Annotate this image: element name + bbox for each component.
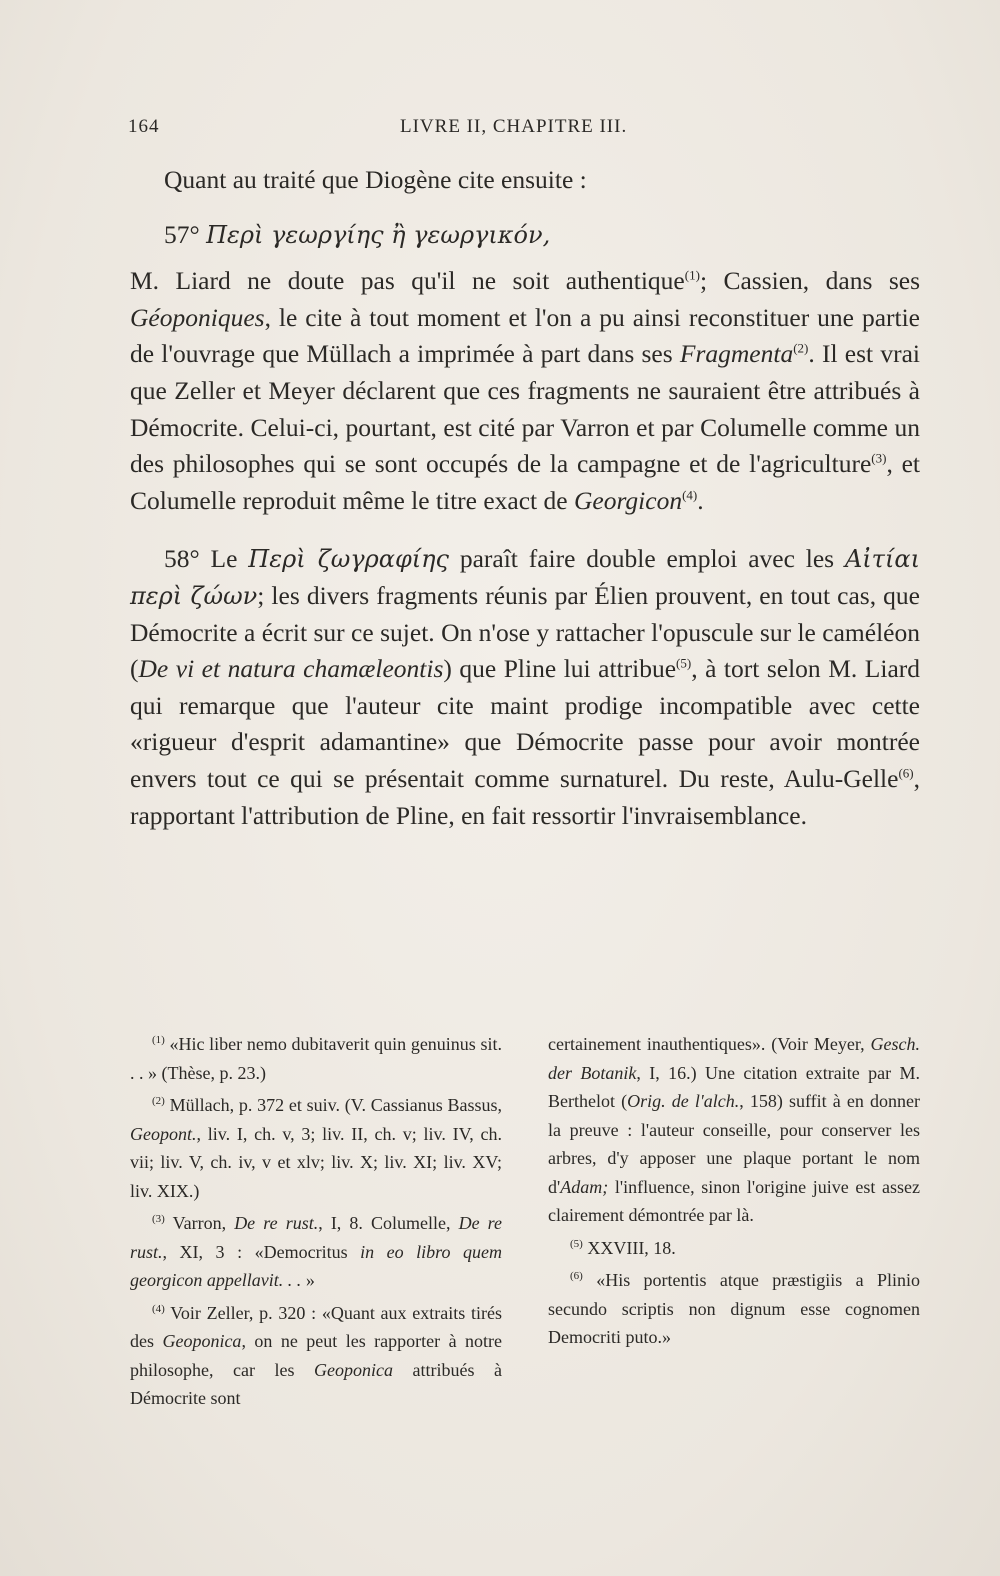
note-ref: (4) <box>682 487 698 503</box>
running-title: LIVRE II, CHAPITRE III. <box>400 116 628 137</box>
entry-heading-57 <box>130 217 920 254</box>
note-ref: (6) <box>898 765 914 781</box>
entry-number: 58° <box>164 544 200 574</box>
footnote-5: $^{(5)}$ XXVIII, 18. <box>570 1237 676 1258</box>
footnote-3: $^{(3)}$ Varron, De re rust., I, 8. Columelle, De re rust., XI, 3 : «Democritus in eo libro quem georgicon appellavit. . . » <box>130 1213 503 1290</box>
greek-title: Περὶ ζωγραφίης <box>248 545 449 574</box>
greek-title: Αἰτίαι περὶ ζώων <box>130 545 920 610</box>
paragraph-58: 58° Le Περὶ ζωγραφίης paraît faire double emploi avec les Αἰτίαι περὶ ζώων; les divers fragments réunis par Élien prouvent, en tout cas, que Démocrite a écrit sur ce sujet. On n'ose y rattacher l'opuscule sur le caméléon (De vi et natura chamæleontis) que Pline lui attribue$^{(5)}$, à tort selon M. Liard qui remarque que l'auteur cite maint prodige incompatible avec cette «rigueur d'esprit adamantine» que Démocrite passe pour avoir montrée envers tout ce qui se présentait comme surnaturel. Du reste, Aulu-Gelle$^{(6)}$, rapportant l'attribution de Pline, en fait ressortir l'invraisemblance. <box>130 544 921 830</box>
note-ref: (1) <box>684 267 700 283</box>
footnotes <box>130 1030 920 1417</box>
footnote-2: $^{(2)}$ Müllach, p. 372 et suiv. (V. Cassianus Bassus, Geopont., liv. I, ch. v, 3; liv. II, ch. v; liv. IV, ch. vii; liv. V, ch. iv, v et xlv; liv. X; liv. XI; liv. XV; liv. XIX.) <box>130 1095 502 1201</box>
note-ref: (2) <box>793 340 809 356</box>
footnote-4-continued: certainement inauthentiques». (Voir Meyer, Gesch. der Botanik, I, 16.) Une citation extraite par M. Berthelot (Orig. de l'alch., 158) suffit à en donner la preuve : l'auteur conseille, pour conserver les arbres, d'y apposer une plaque portant le nom d'Adam; l'influence, sinon l'origine juive est assez clairement démontrée par là. <box>548 1034 920 1225</box>
main-text <box>130 162 920 834</box>
running-head <box>128 116 918 146</box>
paragraph-57: M. Liard ne doute pas qu'il ne soit authentique$^{(1)}$; Cassien, dans ses Géoponiques, le cite à tout moment et l'on a pu ainsi reconstituer une partie de l'ouvrage que Müllach a imprimée à part dans ses Fragmenta$^{(2)}$. Il est vrai que Zeller et Meyer déclarent que ces fragments ne sauraient être attribués à Démocrite. Celui-ci, pourtant, est cité par Varron et par Columelle comme un des philosophes qui se sont occupés de la campagne et de l'agriculture$^{(3)}$, et Columelle reproduit même le titre exact de Georgicon$^{(4)}$. <box>130 266 920 515</box>
paragraph-intro: Quant au traité que Diogène cite ensuite : <box>164 165 587 194</box>
page-number: 164 <box>128 116 160 137</box>
footnote-1: $^{(1)}$ «Hic liber nemo dubitaverit quin genuinus sit. . . » (Thèse, p. 23.) <box>130 1034 502 1083</box>
footnotes-right-column <box>548 1030 920 1417</box>
footnote-6: $^{(6)}$ «His portentis atque præstigiis a Plinio secundo scriptis non dignum esse cognomen Democriti puto.» <box>548 1270 920 1347</box>
greek-title: Περὶ γεωργίης ἢ γεωργικόν, <box>206 220 551 249</box>
entry-number: 57° <box>164 219 200 249</box>
footnotes-left-column <box>130 1030 502 1417</box>
footnote-4: $^{(4)}$ Voir Zeller, p. 320 : «Quant aux extraits tirés des Geoponica, on ne peut les rapporter à notre philosophe, car les Geoponica attribués à Démocrite sont <box>130 1302 502 1408</box>
note-ref: (3) <box>871 450 887 466</box>
note-ref: (5) <box>676 655 692 671</box>
